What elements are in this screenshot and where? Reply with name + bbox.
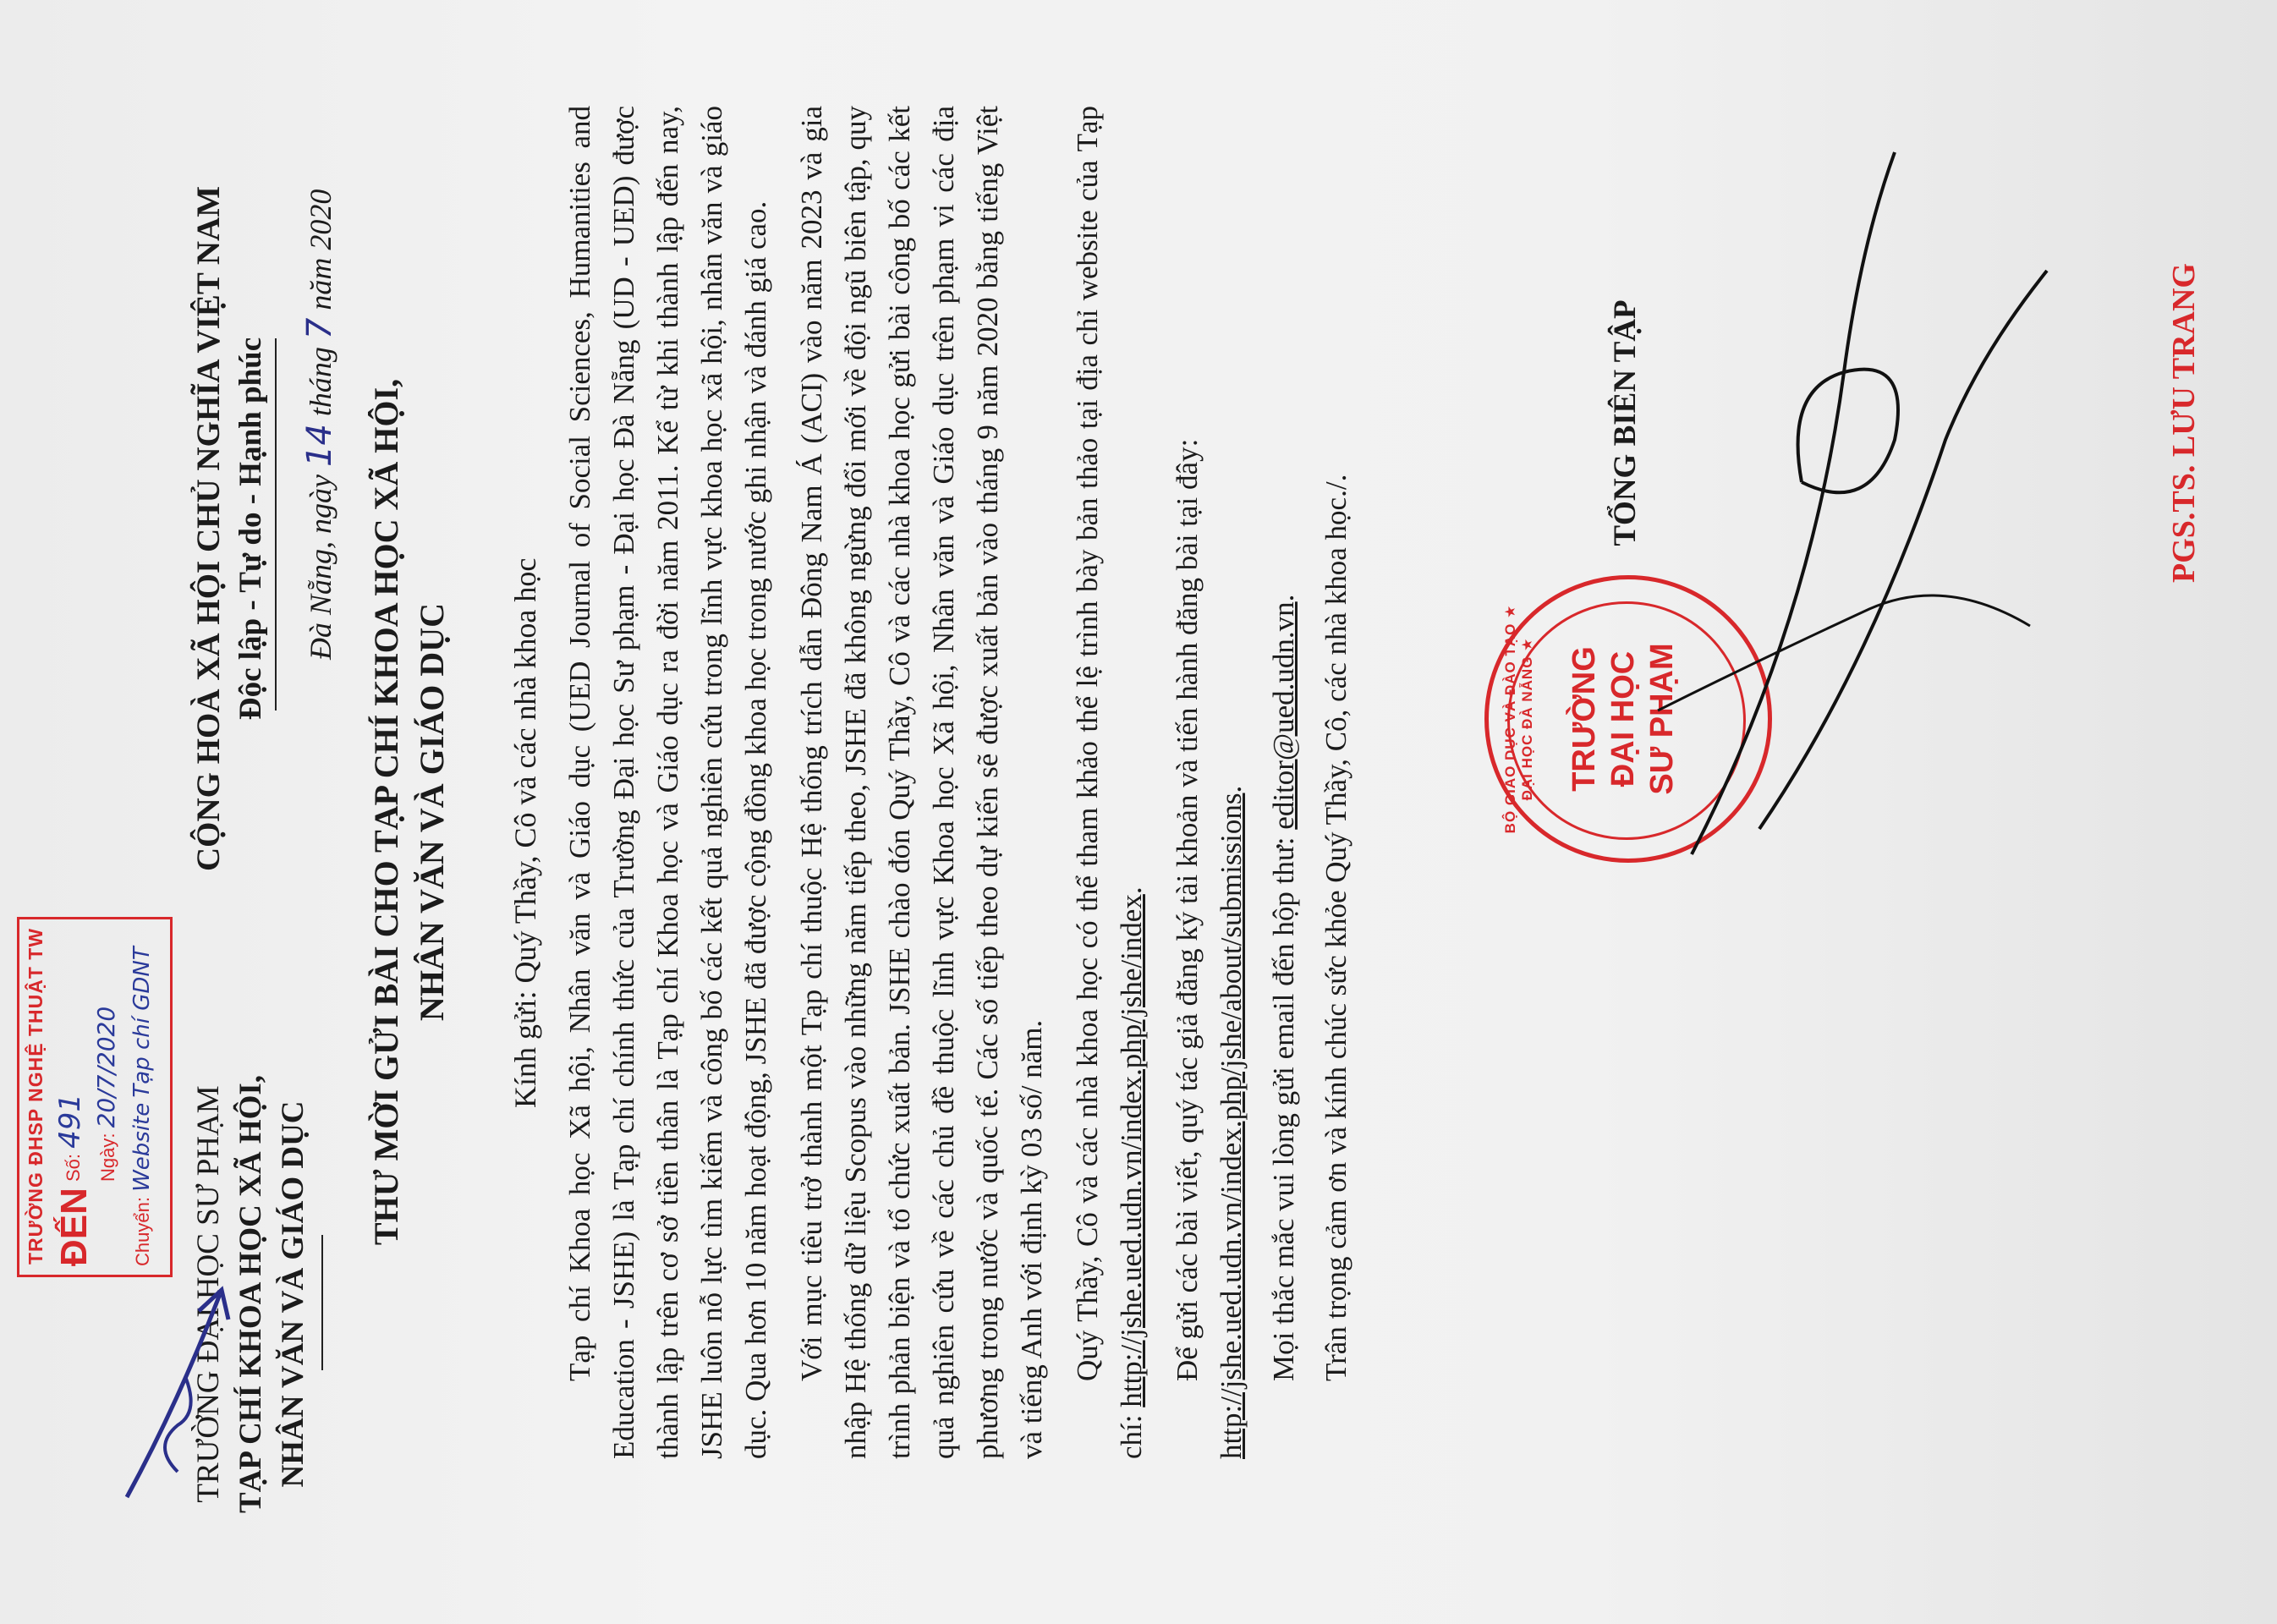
body-paragraph-4: Để gửi các bài viết, quý tác giả đăng ký tài khoản và tiến hành đăng bài tại đây: — [1171, 438, 1204, 1381]
nation-header — [188, 59, 272, 998]
date-mid: tháng — [304, 347, 337, 417]
handwritten-arrow — [118, 1235, 237, 1506]
receipt-stamp-ngay-value: 20/7/2020 — [92, 1006, 120, 1128]
seal-ring-text: BỘ GIÁO DỤC VÀ ĐÀO TẠO ★ ĐẠI HỌC ĐÀ NẴNG ★ — [1502, 604, 1535, 834]
receipt-stamp-ngay-label: Ngày: — [97, 1133, 118, 1182]
receipt-stamp-ngay-row — [92, 1007, 120, 1182]
submissions-end: . — [1215, 785, 1248, 793]
body-paragraph-3-text: Quý Thầy, Cô và các nhà khoa học có thể tham khảo thể lệ trình bày bản thảo tại địa chỉ website của Tạp chí: — [1071, 106, 1148, 1459]
letter-title-line1: THƯ MỜI GỬI BÀI CHO TẠP CHÍ KHOA HỌC XÃ HỘI, — [367, 378, 405, 1246]
editor-email-link[interactable]: editor@ued.udn.vn — [1267, 601, 1300, 830]
journal-index-link[interactable]: http://jshe.ued.udn.vn/index.php/jshe/index — [1115, 894, 1148, 1407]
receipt-stamp-chuyen-row — [129, 946, 155, 1266]
body-paragraph-5-end: . — [1267, 594, 1300, 602]
nation-line2: Độc lập - Tự do - Hạnh phúc — [233, 337, 268, 721]
date-month: 7 — [300, 317, 339, 340]
letter-title — [364, 144, 455, 1480]
signature-name: PGS.TS. LƯU TRANG — [2166, 263, 2202, 583]
receipt-stamp-chuyen-value2: Tạp chí GDNT — [129, 946, 155, 1098]
date-line — [300, 68, 339, 660]
nation-line1: CỘNG HOÀ XÃ HỘI CHỦ NGHĨA VIỆT NAM — [190, 185, 227, 872]
receipt-stamp-den: ĐẾN — [53, 1188, 95, 1266]
body-paragraph-1: Tạp chí Khoa học Xã hội, Nhân văn và Giáo dục (UED Journal of Social Sciences, Humanities and Education - JSHE) là Tạp chí chính thức của Trường Đại học Sư phạm - Đại học Đà Nẵng (UD - UED) được thành lập trên cơ sở tiền thân là Tạp chí Khoa học và Giáo dục ra đời năm 2011. Kể từ khi thành lập đến nay, JSHE luôn nỗ lực tìm kiếm và công bố các kết quả nghiên cứu trong lĩnh vực khoa học xã hội, nhân văn và giáo dục. Qua hơn 10 năm hoạt động, JSHE đã được cộng đồng khoa học trong nước ghi nhận và đánh giá cao. — [563, 106, 772, 1459]
submissions-link[interactable]: http://jshe.ued.udn.vn/index.php/jshe/about/submissions — [1215, 793, 1248, 1459]
receipt-stamp-org: TRƯỜNG ĐHSP NGHỆ THUẬT TW — [25, 927, 47, 1265]
org-line1: TRƯỜNG ĐẠI HỌC SƯ PHẠM — [191, 1085, 226, 1503]
body-paragraph-5-text: Mọi thắc mắc vui lòng gửi email đến hộp thư: — [1267, 829, 1300, 1381]
salutation: Kính gửi: Quý Thầy, Cô và các nhà khoa học — [508, 557, 542, 1108]
seal-center-line3: SƯ PHẠM — [1644, 643, 1680, 795]
date-prefix: Đà Nẵng, ngày — [304, 475, 337, 660]
body-paragraph-2: Với mục tiêu trở thành một Tạp chí thuộc Hệ thống trích dẫn Đông Nam Á (ACI) vào năm 2023 và gia nhập Hệ thống dữ liệu Scopus vào những năm tiếp theo, JSHE đã không ngừng đổi mới về đội ngũ biên tập, quy trình phản biện và tổ chức xuất bản. JSHE chào đón Quý Thầy, Cô và các nhà khoa học gửi bài công bố các kết quả nghiên cứu về các chủ đề thuộc lĩnh vực Khoa học Xã hội, Nhân văn và Giáo dục trên phạm vi các địa phương trong nước và quốc tế. Các số tiếp theo dự kiến sẽ được xuất bản vào tháng 9 năm 2020 bằng tiếng Việt và tiếng Anh với định kỳ 03 số/ năm. — [795, 106, 1048, 1459]
submissions-line — [1210, 106, 1254, 1459]
receipt-stamp-so-label: Số: — [63, 1153, 84, 1182]
date-suffix: năm 2020 — [304, 189, 337, 310]
letter-body — [558, 106, 1358, 1459]
receipt-stamp-so-row — [53, 1094, 87, 1182]
org-line3: NHÂN VĂN VÀ GIÁO DỤC — [276, 1100, 310, 1488]
date-day: 14 — [300, 424, 339, 467]
receipt-stamp-chuyen-value: Website — [129, 1102, 155, 1192]
org-line2: TẠP CHÍ KHOA HỌC XÃ HỘI, — [233, 1074, 268, 1514]
nation-underline — [275, 338, 277, 710]
signature-role: TỔNG BIÊN TẬP — [1608, 299, 1643, 546]
letter-title-line2: NHÂN VĂN VÀ GIÁO DỤC — [413, 602, 451, 1022]
body-paragraph-6: Trân trọng cảm ơn và kính chúc sức khỏe Quý Thầy, Cô, các nhà khoa học./. — [1320, 474, 1352, 1381]
org-underline — [321, 1235, 323, 1370]
body-paragraph-5 — [1262, 106, 1306, 1459]
handwritten-signature — [1590, 118, 2132, 880]
body-paragraph-3-end: . — [1115, 886, 1148, 895]
receipt-stamp — [17, 917, 173, 1277]
receipt-stamp-chuyen-label: Chuyển: — [132, 1197, 153, 1266]
seal-center-line2: ĐẠI HỌC — [1605, 650, 1641, 787]
seal-center-line1: TRƯỜNG — [1566, 646, 1602, 792]
receipt-stamp-so-value: 491 — [53, 1093, 87, 1149]
body-paragraph-3 — [1066, 106, 1154, 1459]
